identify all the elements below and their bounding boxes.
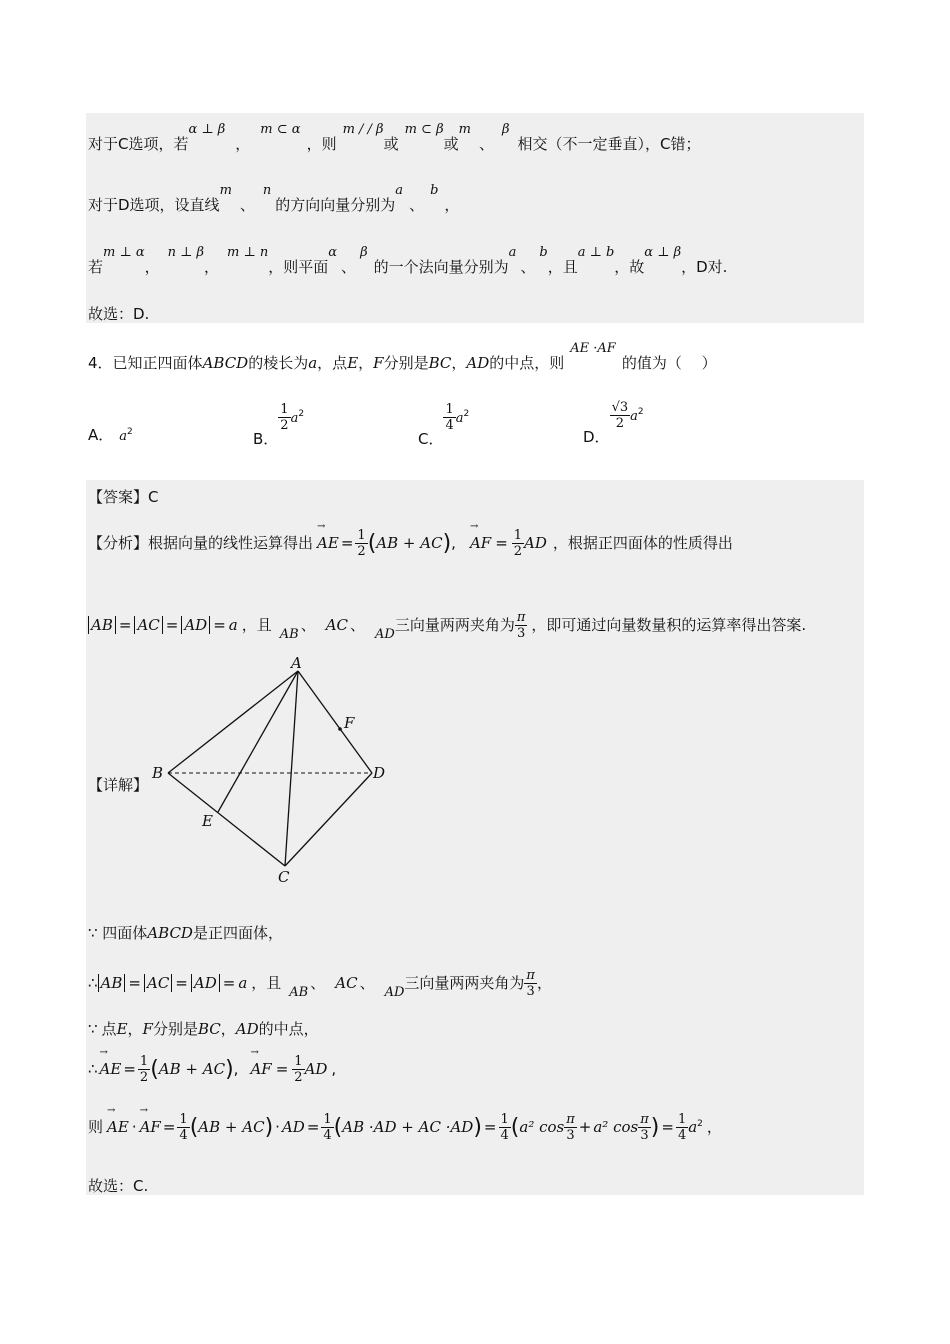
option-d[interactable]: D． $\frac{√3}{2}$ $a^2$ xyxy=(583,400,644,446)
option-a[interactable]: A． $a^2$ xyxy=(88,426,133,444)
edge-ac xyxy=(285,671,298,866)
option-b[interactable]: B． $\frac{1}{2}$ $a^2$ xyxy=(253,402,305,448)
edge-cd xyxy=(285,773,372,866)
q4-final-answer: 故选：C. xyxy=(88,1177,149,1195)
analysis-line2: AB = AC = AD = a ，且AB、 AC 、AD三向量两两夹角为 $\frac{\pi}{3}$ ，即可通过向量数量积的运算率得出答案. xyxy=(88,610,806,641)
detail-tag: 【详解】 xyxy=(88,776,149,794)
edge-ad xyxy=(298,671,372,773)
label-c: C xyxy=(278,868,290,886)
option-d-analysis-line2: 若m ⊥ α，n ⊥ β，m ⊥ n，则平面α、β的一个法向量分别为a、b，且a ⊥ b，故α ⊥ β，D对. xyxy=(88,245,728,276)
detail-step5: 则→ AE ·→ AF = $\frac{1}{4}$ (AB + AC) · AD = $\frac{1}{4}$ (AB ·AD + AC ·AD) = $\frac{1}{4}$ (a² cos $\frac{\pi}{3}$ + a² cos $\frac{\pi}{3}$ ) = $\frac{1}{4}$ $a^2$ ， xyxy=(88,1112,722,1143)
label-a: A xyxy=(291,654,302,672)
label-f: F xyxy=(344,714,355,732)
option-c-analysis: 对于C选项，若α ⊥ β，m ⊂ α，则m / / β或m ⊂ β或m、β相交（不一定垂直），C错； xyxy=(88,122,701,153)
label-d: D xyxy=(373,764,386,782)
detail-step2: ∴ AB = AC = AD = a ，且AB、 AC 、AD三向量两两夹角为 $\frac{\pi}{3}$ ， xyxy=(88,968,552,1000)
label-b: B xyxy=(152,764,164,782)
detail-step1: ∵ 四面体ABCD是正四面体， xyxy=(88,924,283,942)
point-f xyxy=(338,727,342,731)
detail-step4: ∴→ AE = $\frac{1}{2}$ (AB + AC),→ AF = $\frac{1}{2}$ AD , xyxy=(88,1054,336,1085)
analysis-line1: 【分析】根据向量的线性运算得出→ AE = $\frac{1}{2}$ (AB + AC),→ AF = $\frac{1}{2}$ AD ，根据正四面体的性质得出 xyxy=(88,528,733,559)
label-e: E xyxy=(202,812,213,830)
option-c[interactable]: C． $\frac{1}{4}$ $a^2$ xyxy=(418,402,470,448)
tetrahedron-figure xyxy=(140,650,400,890)
answer-tag: 【答案】C xyxy=(88,488,159,506)
q3-final-answer: 故选：D. xyxy=(88,305,150,323)
detail-step3: ∵ 点E，F分别是BC，AD的中点， xyxy=(88,1020,319,1038)
edge-ab xyxy=(168,671,298,773)
option-d-analysis-line1: 对于D选项，设直线m、n的方向向量分别为a、b， xyxy=(88,183,460,214)
edge-ae xyxy=(218,671,298,812)
edge-bc xyxy=(168,773,285,866)
question-4-stem: 4．已知正四面体ABCD的棱长为a，点E，F分别是BC，AD的中点，则AE ·AF的值为（ ） xyxy=(88,341,717,372)
